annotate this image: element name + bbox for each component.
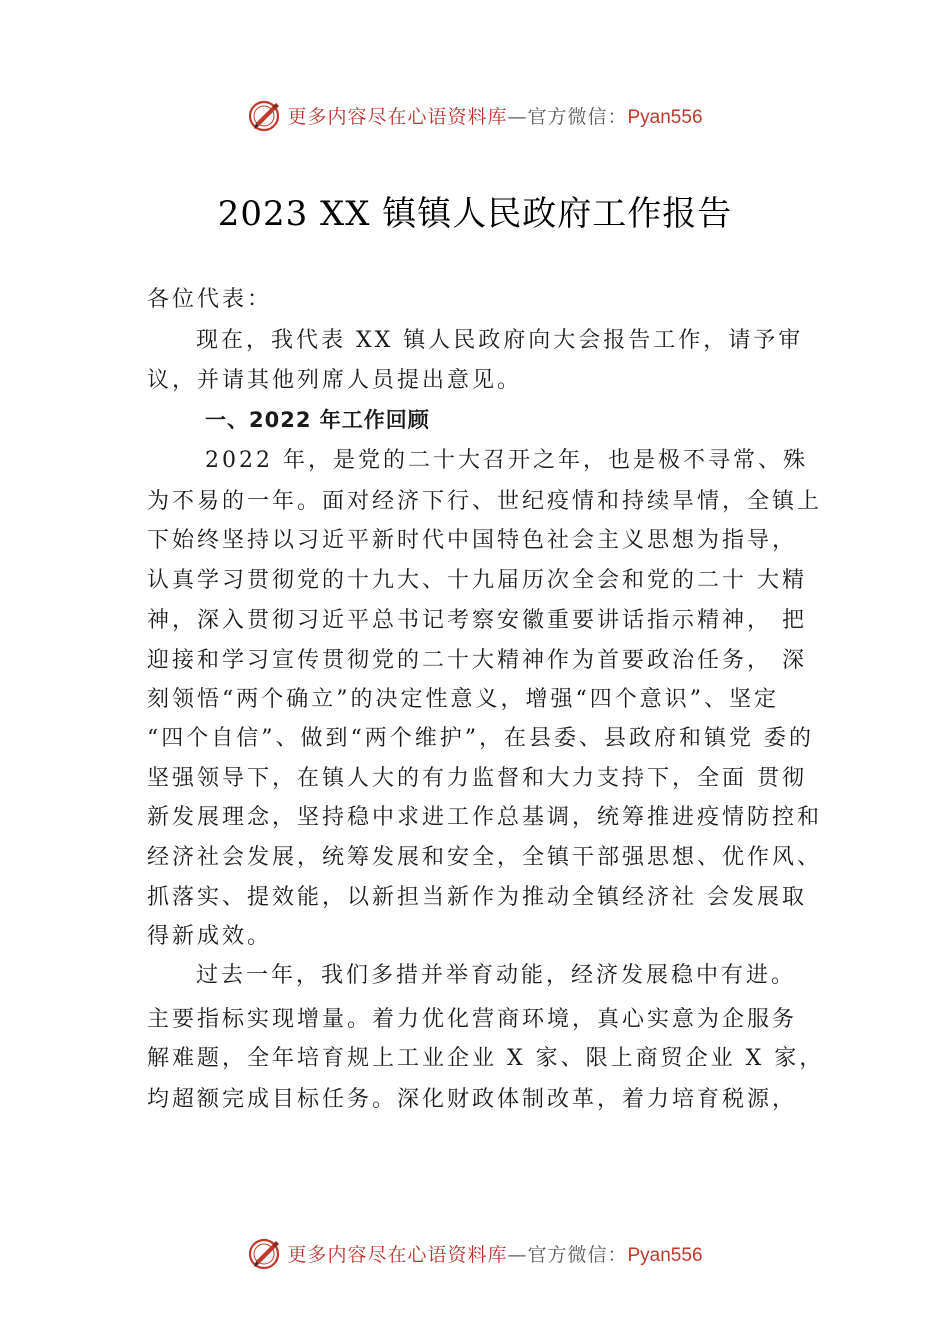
paragraph-line: 均超额完成目标任务。深化财政体制改革，着力培育税源， (147, 1087, 798, 1112)
paragraph-line: 得新成效。 (147, 924, 273, 949)
watermark-prefix: 更多内容尽在心语资料库 (287, 105, 508, 128)
paragraph-line: 解难题，全年培育规上工业企业 X 家、限上商贸企业 X 家， (147, 1046, 825, 1071)
paragraph-line: 2022 年，是党的二十大召开之年，也是极不寻常、殊 (205, 448, 808, 473)
watermark-dash: — (507, 105, 528, 128)
salutation-line: 各位代表： (147, 287, 273, 312)
section-heading: 一、2022 年工作回顾 (205, 408, 430, 432)
paragraph-line: 下始终坚持以习近平新时代中国特色社会主义思想为指导， (147, 528, 798, 553)
paragraph-line: 神，深入贯彻习近平总书记考察安徽重要讲话指示精神， 把 (147, 608, 807, 633)
watermark-account: Pyan556 (627, 1244, 703, 1266)
paragraph-line: 坚强领导下，在镇人大的有力监督和大力支持下，全面 贯彻 (147, 766, 807, 791)
document-title: 2023 XX 镇镇人民政府工作报告 (217, 194, 733, 234)
paragraph-line: 刻领悟“两个确立”的决定性意义，增强“四个意识”、坚定 (147, 687, 779, 712)
pen-seal-logo-icon (247, 1236, 281, 1270)
paragraph-line: 主要指标实现增量。着力优化营商环境，真心实意为企服务 (147, 1007, 798, 1032)
watermark-dash: — (507, 1243, 528, 1266)
paragraph-line: 现在，我代表 XX 镇人民政府向大会报告工作，请予审 (196, 328, 804, 353)
paragraph-line: 新发展理念，坚持稳中求进工作总基调，统筹推进疫情防控和 (147, 805, 823, 830)
paragraph-line: 为不易的一年。面对经济下行、世纪疫情和持续旱情，全镇上 (147, 489, 823, 514)
watermark-text (287, 102, 702, 129)
paragraph-line: 议，并请其他列席人员提出意见。 (147, 368, 523, 393)
paragraph-line: 迎接和学习宣传贯彻党的二十大精神作为首要政治任务， 深 (147, 648, 807, 673)
watermark-banner-top (0, 95, 950, 135)
paragraph-line: 抓落实、提效能，以新担当新作为推动全镇经济社 会发展取 (147, 885, 807, 910)
paragraph-line: 认真学习贯彻党的十九大、十九届历次全会和党的二十 大精 (147, 568, 807, 593)
pen-seal-logo-icon (247, 98, 281, 132)
watermark-wechat-label: 官方微信： (527, 1243, 628, 1266)
watermark-text (287, 1240, 702, 1267)
paragraph-line: 经济社会发展，统筹发展和安全，全镇干部强思想、优作风、 (147, 845, 823, 870)
watermark-banner-bottom (0, 1233, 950, 1273)
watermark-account: Pyan556 (627, 106, 703, 128)
paragraph-line: 过去一年，我们多措并举育动能，经济发展稳中有进。 (196, 963, 797, 988)
watermark-wechat-label: 官方微信： (527, 105, 628, 128)
watermark-prefix: 更多内容尽在心语资料库 (287, 1243, 508, 1266)
paragraph-line: “四个自信”、做到“两个维护”，在县委、县政府和镇党 委的 (147, 726, 814, 751)
